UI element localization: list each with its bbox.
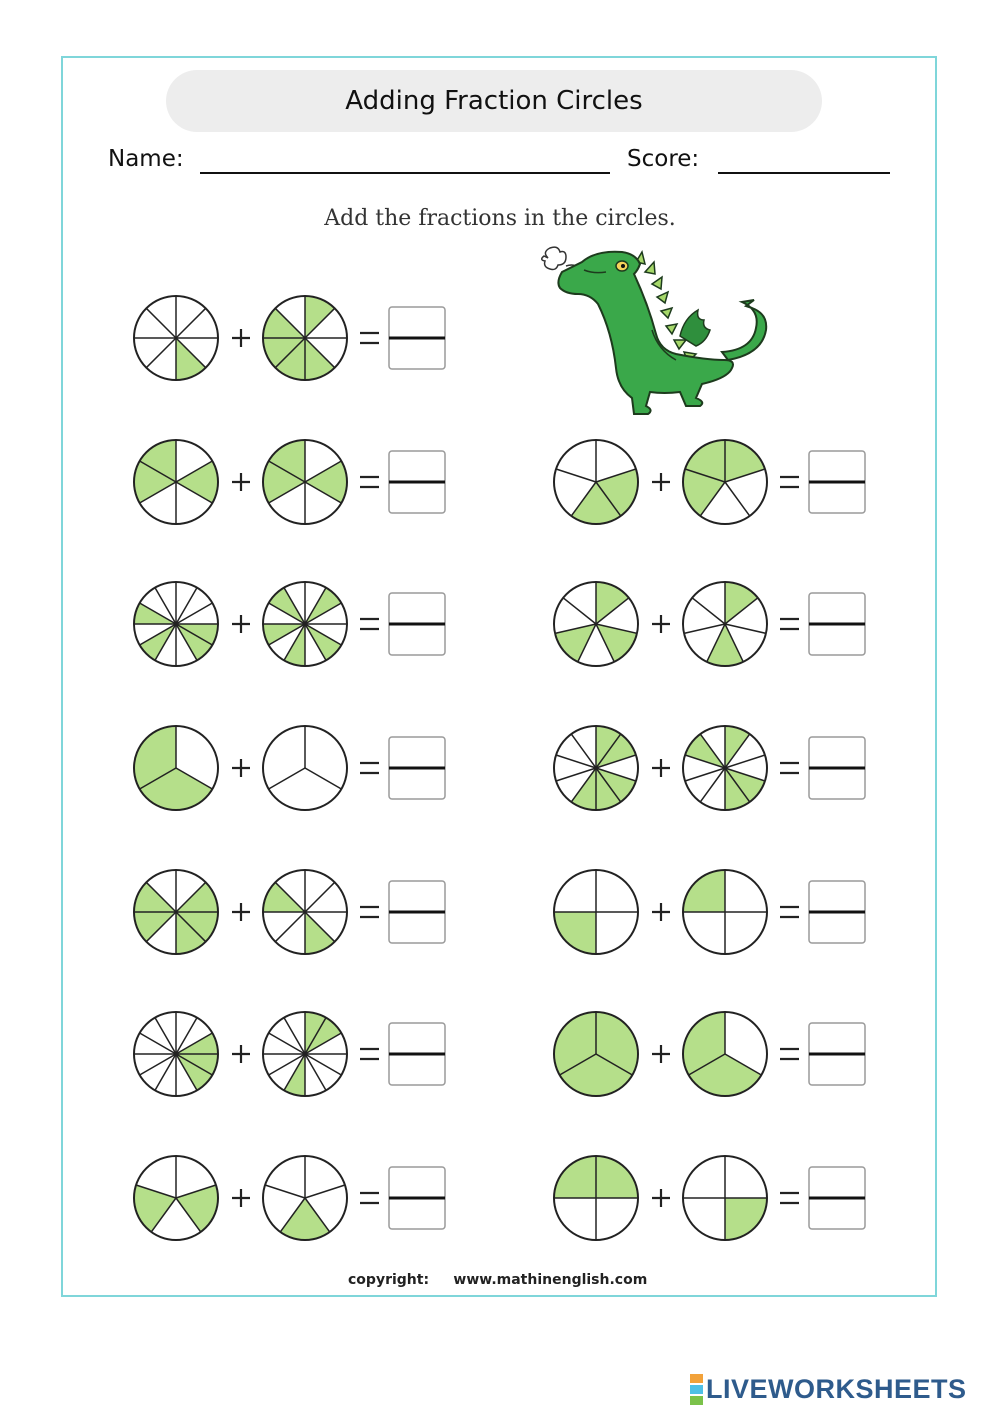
sector-divider [146,308,176,338]
shaded-sector [176,461,218,503]
copyright-label: copyright: [348,1272,430,1288]
shaded-sector [555,624,596,662]
fraction-circle-a [134,1012,218,1096]
fraction-circle-a [554,440,638,524]
fraction-circle-b [683,582,767,666]
fraction-circle-a [134,1156,218,1240]
shaded-sector [263,308,305,338]
shaded-sector [263,882,305,912]
shaded-sector [596,582,629,624]
problem-6 [134,726,445,810]
shaded-sector [176,1185,218,1232]
worksheet-title: Adding Fraction Circles [345,86,643,116]
sector-divider [563,598,596,624]
fraction-circle-b [683,870,767,954]
sector-divider [305,1185,345,1198]
fraction-circle-a [554,870,638,954]
sector-divider [305,882,335,912]
score-label: Score: [627,146,700,172]
problem-7 [554,726,865,810]
copyright-url[interactable]: www.mathinenglish.com [453,1272,648,1288]
shaded-sector [596,624,637,662]
name-label: Name: [108,146,184,172]
shaded-sector [305,296,335,338]
problem-4 [134,582,445,666]
fraction-circle-b [263,582,347,666]
shaded-sector [305,338,335,380]
sector-divider [685,768,725,781]
shaded-sector [305,461,347,503]
sector-divider [556,755,596,768]
sector-divider [692,598,725,624]
sector-divider [146,338,176,368]
sector-divider [571,734,596,768]
problem-8 [134,870,445,954]
fraction-circle-b [683,1012,767,1096]
sector-divider [305,768,341,789]
fraction-circle-b [263,1012,347,1096]
fraction-circle-b [263,440,347,524]
sector-divider [265,1185,305,1198]
liveworksheets-wordmark: LIVEWORKSHEETS [706,1373,967,1404]
problem-10 [134,1012,445,1096]
sector-divider [556,469,596,482]
problem-5 [554,582,865,666]
shaded-sector [685,734,725,768]
copyright-line [348,1272,647,1288]
sector-divider [176,308,206,338]
fraction-circle-a [134,870,218,954]
problem-9 [554,870,865,954]
shaded-sector [176,338,206,380]
fraction-circle-a [554,1156,638,1240]
dragon-illustration [542,247,766,414]
shaded-sector [134,1185,176,1232]
fraction-circle-a [134,440,218,524]
fraction-circle-a [134,726,218,810]
liveworksheets-logo[interactable] [690,1372,967,1406]
sector-divider [700,768,725,802]
sector-divider [269,768,305,789]
sector-divider [725,624,766,633]
problem-11 [554,1012,865,1096]
fraction-circle-b [263,726,347,810]
fraction-circle-b [263,296,347,380]
fraction-circle-b [263,1156,347,1240]
fraction-circle-b [683,440,767,524]
fraction-circle-b [683,726,767,810]
fraction-circle-b [263,870,347,954]
shaded-sector [725,582,758,624]
sector-divider [725,482,750,516]
shaded-sector [305,912,335,954]
problem-13 [554,1156,865,1240]
liveworksheets-mark-icon [690,1373,703,1406]
sector-divider [684,624,725,633]
fraction-circle-a [554,1012,638,1096]
problem-1 [134,296,445,380]
shaded-sector [134,912,176,942]
instruction-text: Add the fractions in the circles. [324,206,676,231]
shaded-sector [280,1198,329,1240]
shaded-sector [134,882,176,912]
shaded-sector [707,624,743,666]
fraction-circle-b [683,1156,767,1240]
problem-3 [554,440,865,524]
fraction-circle-a [554,582,638,666]
shaded-sector [176,882,218,912]
fraction-circle-a [554,726,638,810]
fraction-circle-a [134,582,218,666]
problem-2 [134,440,445,524]
problem-12 [134,1156,445,1240]
sector-divider [275,912,305,942]
fraction-circle-a [134,296,218,380]
